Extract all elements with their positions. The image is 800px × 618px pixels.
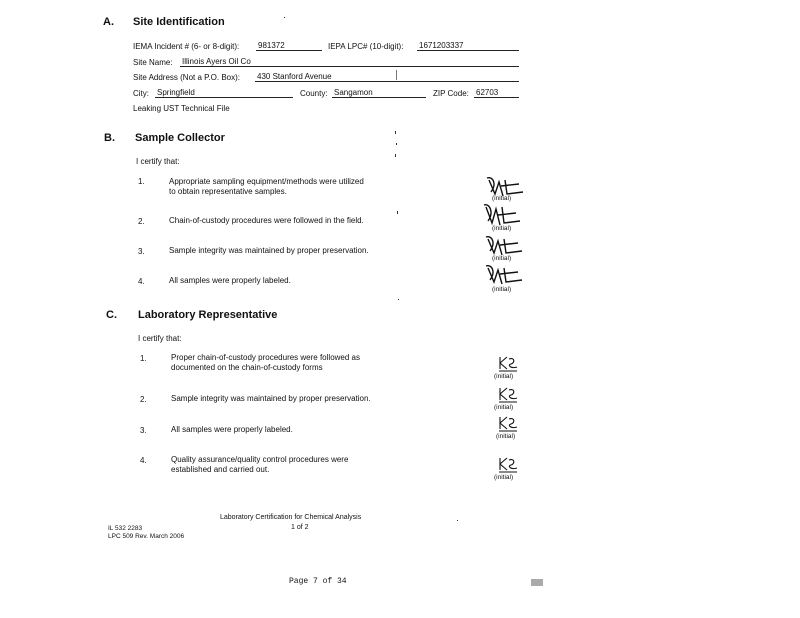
c-item-4-num: 4. [140, 456, 147, 465]
scan-speck [395, 131, 396, 134]
il-code: IL 532 2283 [108, 525, 143, 532]
c-item-2-text: Sample integrity was maintained by proper preservation. [171, 394, 371, 403]
incident-field[interactable]: 981372 [256, 41, 322, 51]
section-a-letter: A. [103, 16, 114, 28]
scan-stamp [531, 579, 543, 586]
section-b-certify: I certify that: [136, 157, 180, 166]
b-item-4-text: All samples were properly labeled. [169, 276, 291, 285]
section-c-letter: C. [106, 309, 117, 321]
b-initial-2: (initial) [492, 225, 512, 232]
collector-signature-3 [482, 233, 526, 257]
c-item-1-num: 1. [140, 354, 147, 363]
lab-signature-2 [497, 386, 519, 404]
page-number: Page 7 of 34 [289, 577, 347, 586]
b-item-2-text: Chain-of-custody procedures were followed in the field. [169, 216, 364, 225]
c-initial-3: (initial) [496, 433, 516, 440]
file-label: Leaking UST Technical File [133, 104, 230, 113]
lpc-revision: LPC 509 Rev. March 2006 [108, 533, 185, 540]
lpc-field[interactable]: 1671203337 [417, 41, 519, 51]
b-initial-3: (initial) [492, 255, 512, 262]
section-a-title: Site Identification [133, 16, 225, 28]
c-item-3-text: All samples were properly labeled. [171, 425, 293, 434]
lab-signature-3 [497, 415, 519, 433]
collector-signature-4 [482, 262, 526, 288]
b-item-1-num: 1. [138, 177, 145, 186]
section-b-letter: B. [104, 132, 115, 144]
b-item-4-num: 4. [138, 277, 145, 286]
zip-field[interactable]: 62703 [474, 88, 519, 98]
c-item-3-num: 3. [140, 426, 147, 435]
form-title: Laboratory Certification for Chemical Analysis [220, 514, 362, 521]
c-item-2-num: 2. [140, 395, 147, 404]
scan-speck [396, 70, 397, 80]
b-item-1-text-2: to obtain representative samples. [169, 187, 287, 196]
address-field[interactable]: 430 Stanford Avenue [255, 72, 519, 82]
scan-speck [397, 211, 398, 214]
page-of: 1 of 2 [291, 524, 309, 531]
section-c-certify: I certify that: [138, 334, 182, 343]
lab-signature-1 [497, 355, 519, 373]
zip-label: ZIP Code: [433, 89, 469, 98]
section-b-title: Sample Collector [135, 132, 225, 144]
site-name-label: Site Name: [133, 58, 173, 67]
scan-speck [398, 299, 399, 300]
scan-speck [284, 17, 285, 18]
scan-speck [395, 154, 396, 157]
lpc-label: IEPA LPC# (10-digit): [328, 42, 404, 51]
c-item-4-text-2: established and carried out. [171, 465, 270, 474]
b-initial-1: (initial) [492, 195, 512, 202]
c-item-4-text: Quality assurance/quality control procedures were [171, 455, 349, 464]
c-item-1-text-2: documented on the chain-of-custody forms [171, 363, 323, 372]
incident-label: IEMA Incident # (6- or 8-digit): [133, 42, 240, 51]
site-name-field[interactable]: Illinois Ayers Oil Co [180, 57, 519, 67]
c-initial-1: (initial) [494, 373, 514, 380]
lab-signature-4 [497, 456, 519, 474]
scan-speck [396, 143, 397, 145]
county-field[interactable]: Sangamon [332, 88, 426, 98]
c-initial-2: (initial) [494, 404, 514, 411]
section-c-title: Laboratory Representative [138, 309, 278, 321]
county-label: County: [300, 89, 328, 98]
city-field[interactable]: Springfield [155, 88, 293, 98]
b-item-3-text: Sample integrity was maintained by proper preservation. [169, 246, 369, 255]
city-label: City: [133, 89, 149, 98]
b-initial-4: (initial) [492, 286, 512, 293]
scan-speck [457, 520, 458, 521]
b-item-1-text: Appropriate sampling equipment/methods were utilized [169, 177, 364, 186]
b-item-2-num: 2. [138, 217, 145, 226]
c-initial-4: (initial) [494, 474, 514, 481]
b-item-3-num: 3. [138, 247, 145, 256]
c-item-1-text: Proper chain-of-custody procedures were followed as [171, 353, 360, 362]
address-label: Site Address (Not a P.O. Box): [133, 73, 241, 82]
